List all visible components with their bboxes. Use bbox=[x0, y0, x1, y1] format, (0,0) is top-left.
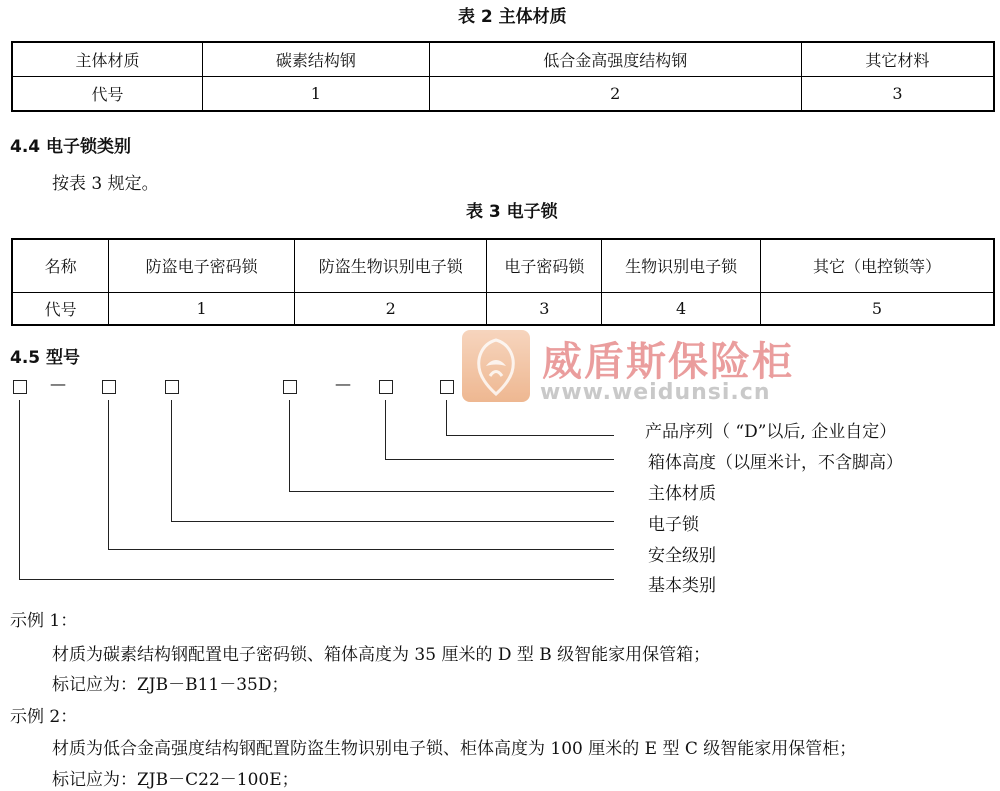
watermark bbox=[462, 330, 892, 405]
watermark-title: 威盾斯保险柜 bbox=[542, 339, 794, 385]
table2-cell: 1 bbox=[203, 76, 430, 111]
table2-header: 主体材质 bbox=[12, 42, 203, 76]
leader-material bbox=[289, 400, 290, 492]
table3-cell: 3 bbox=[487, 292, 602, 325]
section-heading-4-5: 4.5 型号 bbox=[10, 348, 81, 368]
code-box-height bbox=[379, 380, 393, 394]
table2-header: 碳素结构钢 bbox=[203, 42, 430, 76]
table3-header: 电子密码锁 bbox=[487, 239, 602, 292]
table2-caption: 表 2 主体材质 bbox=[458, 7, 567, 27]
table3-header: 防盗生物识别电子锁 bbox=[294, 239, 487, 292]
leader-category bbox=[19, 579, 614, 580]
table3-cell: 1 bbox=[109, 292, 295, 325]
table2-cell: 代号 bbox=[12, 76, 203, 111]
watermark-logo bbox=[462, 330, 530, 402]
table2-header: 低合金高强度结构钢 bbox=[429, 42, 801, 76]
code-dash: — bbox=[50, 374, 66, 393]
label-box-height: 箱体高度（以厘米计，不含脚高） bbox=[648, 453, 903, 473]
table3 bbox=[11, 238, 995, 326]
leader-lock bbox=[171, 400, 172, 522]
example-1-mark: 标记应为：ZJB－B11－35D； bbox=[52, 675, 289, 695]
table2 bbox=[11, 41, 995, 112]
table2-cell: 3 bbox=[801, 76, 994, 111]
section-heading-4-4: 4.4 电子锁类别 bbox=[10, 137, 132, 157]
leader-series bbox=[446, 435, 614, 436]
leader-security bbox=[108, 549, 614, 550]
table3-header: 名称 bbox=[12, 239, 109, 292]
label-product-series: 产品序列（ “D”以后, 企业自定） bbox=[645, 422, 897, 442]
table3-caption: 表 3 电子锁 bbox=[466, 202, 558, 222]
example-2-title: 示例 2： bbox=[10, 707, 78, 727]
example-1-title: 示例 1： bbox=[10, 611, 78, 631]
table3-cell: 4 bbox=[602, 292, 761, 325]
code-dash: — bbox=[335, 374, 351, 393]
code-box-security bbox=[102, 380, 116, 394]
table3-header: 生物识别电子锁 bbox=[602, 239, 761, 292]
label-body-material: 主体材质 bbox=[648, 484, 716, 504]
code-box-category bbox=[13, 380, 27, 394]
watermark-url: www.weidunsi.cn bbox=[540, 380, 771, 405]
table2-cell: 2 bbox=[429, 76, 801, 111]
phoenix-icon bbox=[470, 336, 522, 396]
leader-height bbox=[385, 400, 386, 460]
table3-cell: 5 bbox=[760, 292, 994, 325]
leader-height bbox=[385, 459, 614, 460]
table3-cell: 代号 bbox=[12, 292, 109, 325]
section-text-4-4: 按表 3 规定。 bbox=[52, 174, 159, 194]
table3-cell: 2 bbox=[294, 292, 487, 325]
leader-lock bbox=[171, 521, 614, 522]
table3-header: 其它（电控锁等） bbox=[760, 239, 994, 292]
example-2-text: 材质为低合金高强度结构钢配置防盗生物识别电子锁、柜体高度为 100 厘米的 E 型 C 级智能家用保管柜； bbox=[52, 739, 857, 759]
example-2-mark: 标记应为：ZJB－C22－100E； bbox=[52, 770, 299, 790]
leader-material bbox=[289, 491, 614, 492]
label-security-level: 安全级别 bbox=[648, 546, 716, 566]
table3-header: 防盗电子密码锁 bbox=[109, 239, 295, 292]
example-1-text: 材质为碳素结构钢配置电子密码锁、箱体高度为 35 厘米的 D 型 B 级智能家用保管箱； bbox=[52, 645, 711, 665]
code-box-material bbox=[283, 380, 297, 394]
table2-header: 其它材料 bbox=[801, 42, 994, 76]
code-box-series bbox=[440, 380, 454, 394]
leader-category bbox=[19, 400, 20, 580]
label-electronic-lock: 电子锁 bbox=[648, 515, 699, 535]
leader-series bbox=[446, 400, 447, 436]
code-box-lock bbox=[165, 380, 179, 394]
leader-security bbox=[108, 400, 109, 550]
label-basic-category: 基本类别 bbox=[648, 576, 716, 596]
